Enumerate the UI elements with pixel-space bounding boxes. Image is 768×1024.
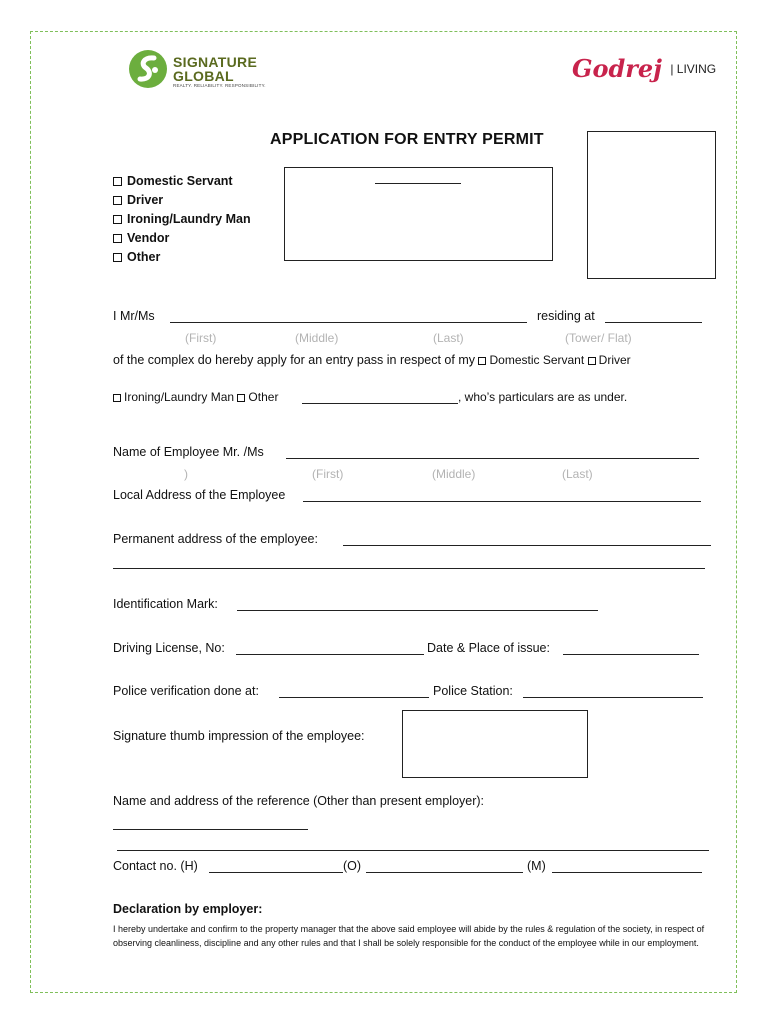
category-domestic-servant[interactable]: Domestic Servant: [113, 172, 251, 191]
hint-tower-flat: (Tower/ Flat): [565, 331, 632, 345]
permanent-address-label: Permanent address of the employee:: [113, 532, 318, 546]
contact-o-label: (O): [343, 859, 362, 873]
signature-global-emblem-icon: [128, 49, 168, 89]
brand-tagline: REALTY. RELIABILITY. RESPONSIBILITY.: [173, 83, 266, 88]
police-station-field[interactable]: [523, 697, 703, 698]
employee-hint-first: (First): [312, 467, 344, 481]
living-label: | LIVING: [670, 62, 717, 76]
applicant-name-field[interactable]: [170, 322, 527, 323]
checkbox-icon[interactable]: [478, 357, 486, 365]
checkbox-icon[interactable]: [237, 394, 245, 402]
checkbox-icon[interactable]: [113, 394, 121, 402]
signature-global-wordmark: [173, 55, 266, 88]
identification-field[interactable]: [237, 610, 598, 611]
checkbox-icon[interactable]: [113, 234, 122, 243]
godrej-living-logo: [572, 54, 716, 83]
pass-number-line[interactable]: [375, 183, 461, 184]
applicant-prefix: I Mr/Ms: [113, 309, 155, 323]
declaration-heading: Declaration by employer:: [113, 902, 263, 916]
category-driver[interactable]: Driver: [113, 191, 251, 210]
page-title: APPLICATION FOR ENTRY PERMIT: [270, 131, 544, 148]
contact-o-field[interactable]: [366, 872, 523, 873]
godrej-wordmark: Godrej: [572, 54, 662, 83]
checkbox-icon[interactable]: [113, 196, 122, 205]
apply-options-line: Ironing/Laundry Man Other: [113, 390, 278, 404]
signature-label: Signature thumb impression of the employee:: [113, 729, 365, 743]
residing-field[interactable]: [605, 322, 702, 323]
employee-name-label: Name of Employee Mr. /Ms: [113, 445, 264, 459]
reference-field-2[interactable]: [117, 850, 709, 851]
identification-label: Identification Mark:: [113, 597, 218, 611]
permanent-address-field-2[interactable]: [113, 568, 705, 569]
reference-field[interactable]: [113, 829, 308, 830]
checkbox-icon[interactable]: [113, 253, 122, 262]
checkbox-icon[interactable]: [113, 215, 122, 224]
photo-box: [587, 131, 716, 279]
local-address-label: Local Address of the Employee: [113, 488, 286, 502]
brand-name-line1: SIGNATURE: [173, 54, 258, 70]
issue-label: Date & Place of issue:: [427, 641, 550, 655]
category-ironing-laundry[interactable]: Ironing/Laundry Man: [113, 210, 251, 229]
particulars-text: , who’s particulars are as under.: [458, 390, 628, 404]
checkbox-icon[interactable]: [588, 357, 596, 365]
police-verification-field[interactable]: [279, 697, 429, 698]
residing-label: residing at: [537, 309, 595, 323]
local-address-field[interactable]: [303, 501, 701, 502]
other-field[interactable]: [302, 403, 458, 404]
police-station-label: Police Station:: [433, 684, 513, 698]
reference-label: Name and address of the reference (Other than present employer):: [113, 794, 485, 808]
license-label: Driving License, No:: [113, 641, 225, 655]
signature-global-logo: [128, 49, 168, 94]
employee-hint-middle: (Middle): [432, 467, 476, 481]
contact-h-field[interactable]: [209, 872, 343, 873]
category-vendor[interactable]: Vendor: [113, 229, 251, 248]
contact-h-label: Contact no. (H): [113, 859, 198, 873]
hint-first: (First): [185, 331, 217, 345]
hint-last: (Last): [433, 331, 464, 345]
employee-hint-last: (Last): [562, 467, 593, 481]
license-field[interactable]: [236, 654, 424, 655]
checkbox-icon[interactable]: [113, 177, 122, 186]
contact-m-label: (M): [527, 859, 546, 873]
declaration-text: I hereby undertake and confirm to the property manager that the above said employee will abide by the rules & regulation of the society, in respect of observing cleanliness, discipline and any other rules and that I shall be solely responsible for the conduct of the employee while in our employment.: [113, 924, 705, 948]
issue-field[interactable]: [563, 654, 699, 655]
permanent-address-field[interactable]: [343, 545, 711, 546]
pass-number-box: [284, 167, 553, 261]
apply-sentence: of the complex do hereby apply for an entry pass in respect of my Domestic Servant Driver: [113, 353, 631, 367]
hint-paren: ): [184, 467, 188, 481]
contact-m-field[interactable]: [552, 872, 702, 873]
police-verification-label: Police verification done at:: [113, 684, 259, 698]
hint-middle: (Middle): [295, 331, 339, 345]
category-checklist: [113, 172, 251, 267]
employee-name-field[interactable]: [286, 458, 699, 459]
brand-name-line2: GLOBAL: [173, 68, 234, 84]
signature-box[interactable]: [402, 710, 588, 778]
category-other[interactable]: Other: [113, 248, 251, 267]
